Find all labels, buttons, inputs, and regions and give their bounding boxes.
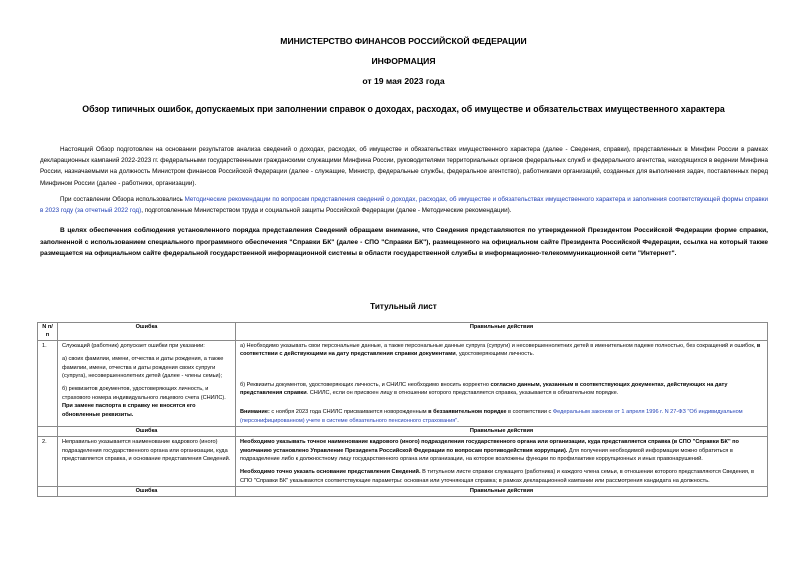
col-header-actions: Правильные действия [236, 323, 768, 341]
note-text-3: . [457, 417, 459, 424]
subheader-error: Ошибка [58, 487, 236, 497]
errors-table [37, 322, 768, 497]
error-intro: Служащий (работник) допускает ошибки при указании: [62, 342, 205, 349]
action-b-bold: согласно данным, указанным в соответствующих документах, действующих на дату представления справки [240, 381, 728, 397]
note-text-2: в соответствии с [506, 409, 553, 416]
table-subheader-row [38, 427, 768, 437]
action-a-text: а) Необходимо указывать свои персональные данные, а также персональные данные супруга (супруги) и несовершеннолетних детей в именительном падеже полностью, без сокращений и ошибок, [240, 342, 757, 349]
subheader-blank [38, 487, 58, 497]
row-actions [236, 340, 768, 426]
error-item-b [62, 385, 231, 419]
subheader-actions: Правильные действия [236, 487, 768, 497]
note-text-1: с ноября 2023 года СНИЛС присваивается новорожденным [269, 409, 429, 416]
subheader-actions: Правильные действия [236, 427, 768, 437]
note-bold: в беззаявительном порядке [428, 409, 507, 416]
intro-paragraph-1: Настоящий Обзор подготовлен на основании результатов анализа сведений о доходах, расходах, об имуществе и обязательствах имущественного характера (далее - Сведения, справки), представленных в Минфин России в рамках декларационных кампаний 2022-2023 гг. федеральными государственными гражданскими служащими Минфина России, руководителями территориальных органов федеральных служб и федерального агентства, находящихся в ведении Минфина России, назначаемыми на должность Министром финансов Российской Федерации (далее - служащие, Министр, федеральные службы, федеральное агентство), работниками организаций, созданных для выполнения задач, поставленных перед Минфином России (далее - работники, организации). [40, 146, 768, 187]
action-b-text: б) Реквизиты документов, удостоверяющих личность, и СНИЛС необходимо вносить корректно [240, 381, 491, 388]
row-num: 1. [38, 340, 58, 426]
col-header-num: N п/п [38, 323, 58, 341]
table-subheader-row [38, 487, 768, 497]
doc-date: от 19 мая 2023 года [362, 76, 445, 86]
action-a-bold: в соответствии с действующими на дату представления справки документами [240, 342, 761, 358]
doc-type-heading: ИНФОРМАЦИЯ [371, 56, 436, 66]
action-item-2 [240, 468, 763, 485]
row-num: 2. [38, 437, 58, 487]
note-label: Внимание: [240, 409, 270, 416]
row-error: Неправильно указывается наименование кадрового (иного) подразделения государственного органа или организации, куда представляется справка, и основание представления Сведений. [58, 437, 236, 487]
methodical-recommendations-link[interactable]: Методические рекомендации по вопросам представления сведений о доходах, расходах, об имуществе и обязательствах имущественного характера и заполнения соответствующей формы справки в 2023 году (за отчетный 2022 год) [40, 196, 768, 215]
row-error [58, 340, 236, 426]
table-row [38, 437, 768, 487]
federal-law-link[interactable]: Федеральным законом от 1 апреля 1996 г. N 27-ФЗ "Об индивидуальном (персонифицированном) учете в системе обязательного пенсионного страхования" [240, 409, 743, 424]
intro-p2-end: , подготовленные Министерством труда и социальной защиты Российской Федерации (далее - Методические рекомендации). [141, 207, 512, 215]
row-actions [236, 437, 768, 487]
intro-p2-start: При составлении Обзора использовались [60, 196, 185, 203]
subheader-blank [38, 427, 58, 437]
error-b-bold: При замене паспорта в справку не вносятся его обновленные реквизиты. [62, 403, 196, 418]
intro-paragraph-3: В целях обеспечения соблюдения установленного порядка представления Сведений обращаем внимание, что Сведения представляются по утвержденной Президентом Российской Федерации форме справки, заполненной с использованием специального программного обеспечения "Справки БК" (далее - СПО "Справки БК"), размещенного на официальном сайте Президента Российской Федерации, ссылка на который также размещается на официальном сайте федеральной государственной информационной системы в области государственной службы в информационно-телекоммуникационной сети "Интернет". [40, 227, 768, 258]
section-title: Титульный лист [370, 302, 437, 311]
error-b-text: б) реквизитов документов, удостоверяющих личность, и страхового номера индивидуального лицевого счета (СНИЛС). [62, 386, 226, 401]
col-header-error: Ошибка [58, 323, 236, 341]
action-bold-1: Необходимо указывать точное наименование кадрового (иного) подразделения государственного органа или организации, куда представляется справка (в СПО "Справки БК" по умолчанию установлено Управление Президента Российской Федерации по вопросам противодействия коррупции). [240, 439, 739, 454]
action-item-1 [240, 438, 763, 463]
ministry-heading: МИНИСТЕРСТВО ФИНАНСОВ РОССИЙСКОЙ ФЕДЕРАЦИИ [280, 36, 527, 46]
table-row [38, 340, 768, 426]
action-b-end: . СНИЛС, если он присвоен лицу в отношении которого представляется справка, указывается в обязательном порядке. [306, 390, 619, 397]
action-bold-2: Необходимо точно указать основание представления Сведений. [240, 469, 421, 476]
action-item-b [240, 381, 763, 398]
intro-paragraph-2 [40, 194, 768, 216]
subheader-error: Ошибка [58, 427, 236, 437]
action-note [240, 408, 763, 425]
action-text-1: Для получения необходимой информации можно обратиться в подразделение либо к должностному лицу государственного органа или организации, на которое возложены функции по профилактике коррупционных и иных правонарушений. [240, 447, 733, 463]
table-header-row [38, 323, 768, 341]
error-item-a: а) своих фамилии, имени, отчества и даты рождения, а также фамилии, имени, отчества и даты рождения своих супруги (супруга), несовершеннолетних детей (далее - члены семьи); [62, 356, 224, 380]
action-item-a [240, 342, 763, 359]
action-a-end: , удостоверяющими личность. [455, 351, 535, 358]
action-text-2: В титульном листе справки служащего (работника) и каждого члена семьи, в отношении которого представляются Сведения, в СПО "Справки БК" указываются соответствующие параметры: основная или уточняющая справка; в рамках декларационной кампании или рассмотрения кандидата на должность. [240, 469, 755, 484]
doc-title: Обзор типичных ошибок, допускаемых при заполнении справок о доходах, расходах, об имуществе и обязательствах имущественного характера [82, 104, 725, 114]
